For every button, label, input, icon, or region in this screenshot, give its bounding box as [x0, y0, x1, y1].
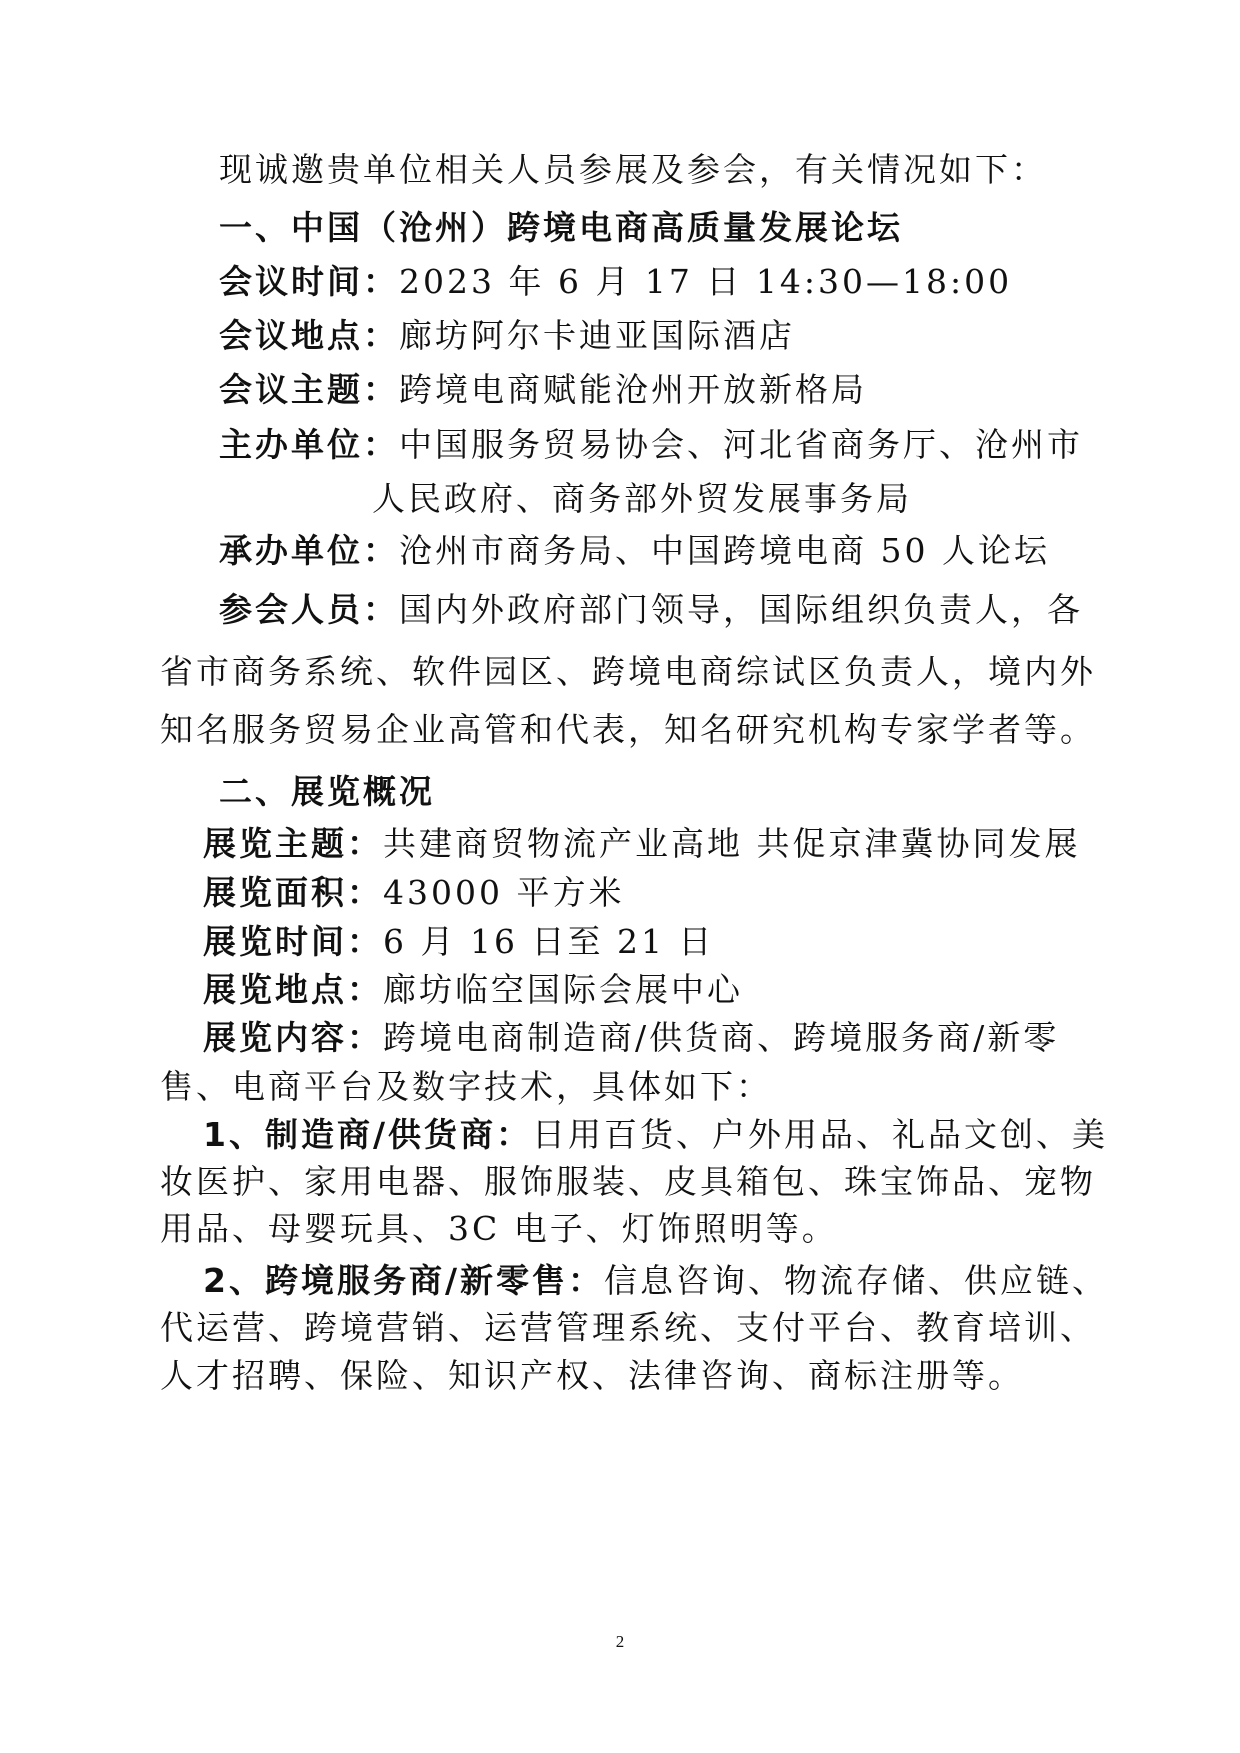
item2-continuation-2: [160, 1356, 1024, 1396]
meeting-theme-value: 跨境电商赋能沧州开放新格局: [399, 370, 867, 409]
item2-line1: 信息咨询、物流存储、供应链、: [604, 1261, 1109, 1300]
item2-line3: 人才招聘、保险、知识产权、法律咨询、商标注册等。: [160, 1356, 1024, 1395]
item2-row: [203, 1261, 1108, 1301]
item1-line1: 日用百货、户外用品、礼品文创、美: [532, 1115, 1109, 1154]
exhibition-area-label: 展览面积：: [203, 873, 383, 912]
exhibition-theme-value: 共建商贸物流产业高地 共促京津冀协同发展: [383, 824, 1081, 863]
meeting-venue-label: 会议地点：: [219, 316, 399, 355]
section1-heading: 一、中国（沧州）跨境电商高质量发展论坛: [219, 208, 903, 247]
exhibition-content-row: [203, 1018, 1059, 1058]
host-row-continuation: [372, 479, 912, 519]
meeting-venue-value: 廊坊阿尔卡迪亚国际酒店: [399, 316, 795, 355]
attendees-row-continuation-1: [160, 652, 1096, 692]
attendees-line1: 国内外政府部门领导，国际组织负责人，各: [399, 590, 1083, 629]
item2-label: 2、跨境服务商/新零售：: [203, 1261, 605, 1300]
item1-label: 1、制造商/供货商：: [203, 1115, 533, 1154]
item1-continuation-2: [160, 1209, 838, 1249]
item2-line2: 代运营、跨境营销、运营管理系统、支付平台、教育培训、: [160, 1308, 1096, 1347]
exhibition-venue-row: [203, 970, 743, 1010]
exhibition-venue-label: 展览地点：: [203, 970, 383, 1009]
exhibition-venue-value: 廊坊临空国际会展中心: [383, 970, 743, 1009]
item1-line2: 妆医护、家用电器、服饰服装、皮具箱包、珠宝饰品、宠物: [160, 1162, 1096, 1201]
intro-paragraph: [219, 150, 1047, 190]
exhibition-content-line1: 跨境电商制造商/供货商、跨境服务商/新零: [383, 1018, 1060, 1057]
exhibition-theme-label: 展览主题：: [203, 824, 383, 863]
host-value-line2: 人民政府、商务部外贸发展事务局: [372, 479, 912, 518]
section2-heading: 二、展览概况: [219, 772, 435, 811]
host-value-line1: 中国服务贸易协会、河北省商务厅、沧州市: [399, 425, 1083, 464]
host-label: 主办单位：: [219, 425, 399, 464]
organizer-row: [219, 531, 1050, 571]
item1-line3: 用品、母婴玩具、3C 电子、灯饰照明等。: [160, 1209, 838, 1248]
meeting-time-value: 2023 年 6 月 17 日 14:30—18:00: [399, 262, 1013, 301]
intro-text: 现诚邀贵单位相关人员参展及参会，有关情况如下：: [219, 150, 1047, 189]
attendees-label: 参会人员：: [219, 590, 399, 629]
exhibition-content-label: 展览内容：: [203, 1018, 383, 1057]
exhibition-theme-row: [203, 824, 1081, 864]
meeting-time-label: 会议时间：: [219, 262, 399, 301]
meeting-time-row: [219, 262, 1012, 302]
exhibition-area-row: [203, 873, 624, 913]
attendees-line2: 省市商务系统、软件园区、跨境电商综试区负责人，境内外: [160, 652, 1096, 691]
exhibition-time-label: 展览时间：: [203, 922, 383, 961]
attendees-line3: 知名服务贸易企业高管和代表，知名研究机构专家学者等。: [160, 710, 1096, 749]
attendees-row-continuation-2: [160, 710, 1096, 750]
exhibition-content-continuation: [160, 1067, 772, 1107]
exhibition-time-row: [203, 922, 714, 962]
host-row: [219, 425, 1083, 465]
meeting-venue-row: [219, 316, 795, 356]
organizer-label: 承办单位：: [219, 531, 399, 570]
meeting-theme-label: 会议主题：: [219, 370, 399, 409]
page-number: 2: [615, 1632, 625, 1651]
exhibition-area-value: 43000 平方米: [383, 873, 625, 912]
organizer-value: 沧州市商务局、中国跨境电商 50 人论坛: [399, 531, 1050, 570]
item1-continuation-1: [160, 1162, 1096, 1202]
item1-row: [203, 1115, 1108, 1155]
item2-continuation-1: [160, 1308, 1096, 1348]
meeting-theme-row: [219, 370, 867, 410]
exhibition-content-line2: 售、电商平台及数字技术，具体如下：: [160, 1067, 772, 1106]
exhibition-time-value: 6 月 16 日至 21 日: [383, 922, 715, 961]
attendees-row: [219, 590, 1083, 630]
